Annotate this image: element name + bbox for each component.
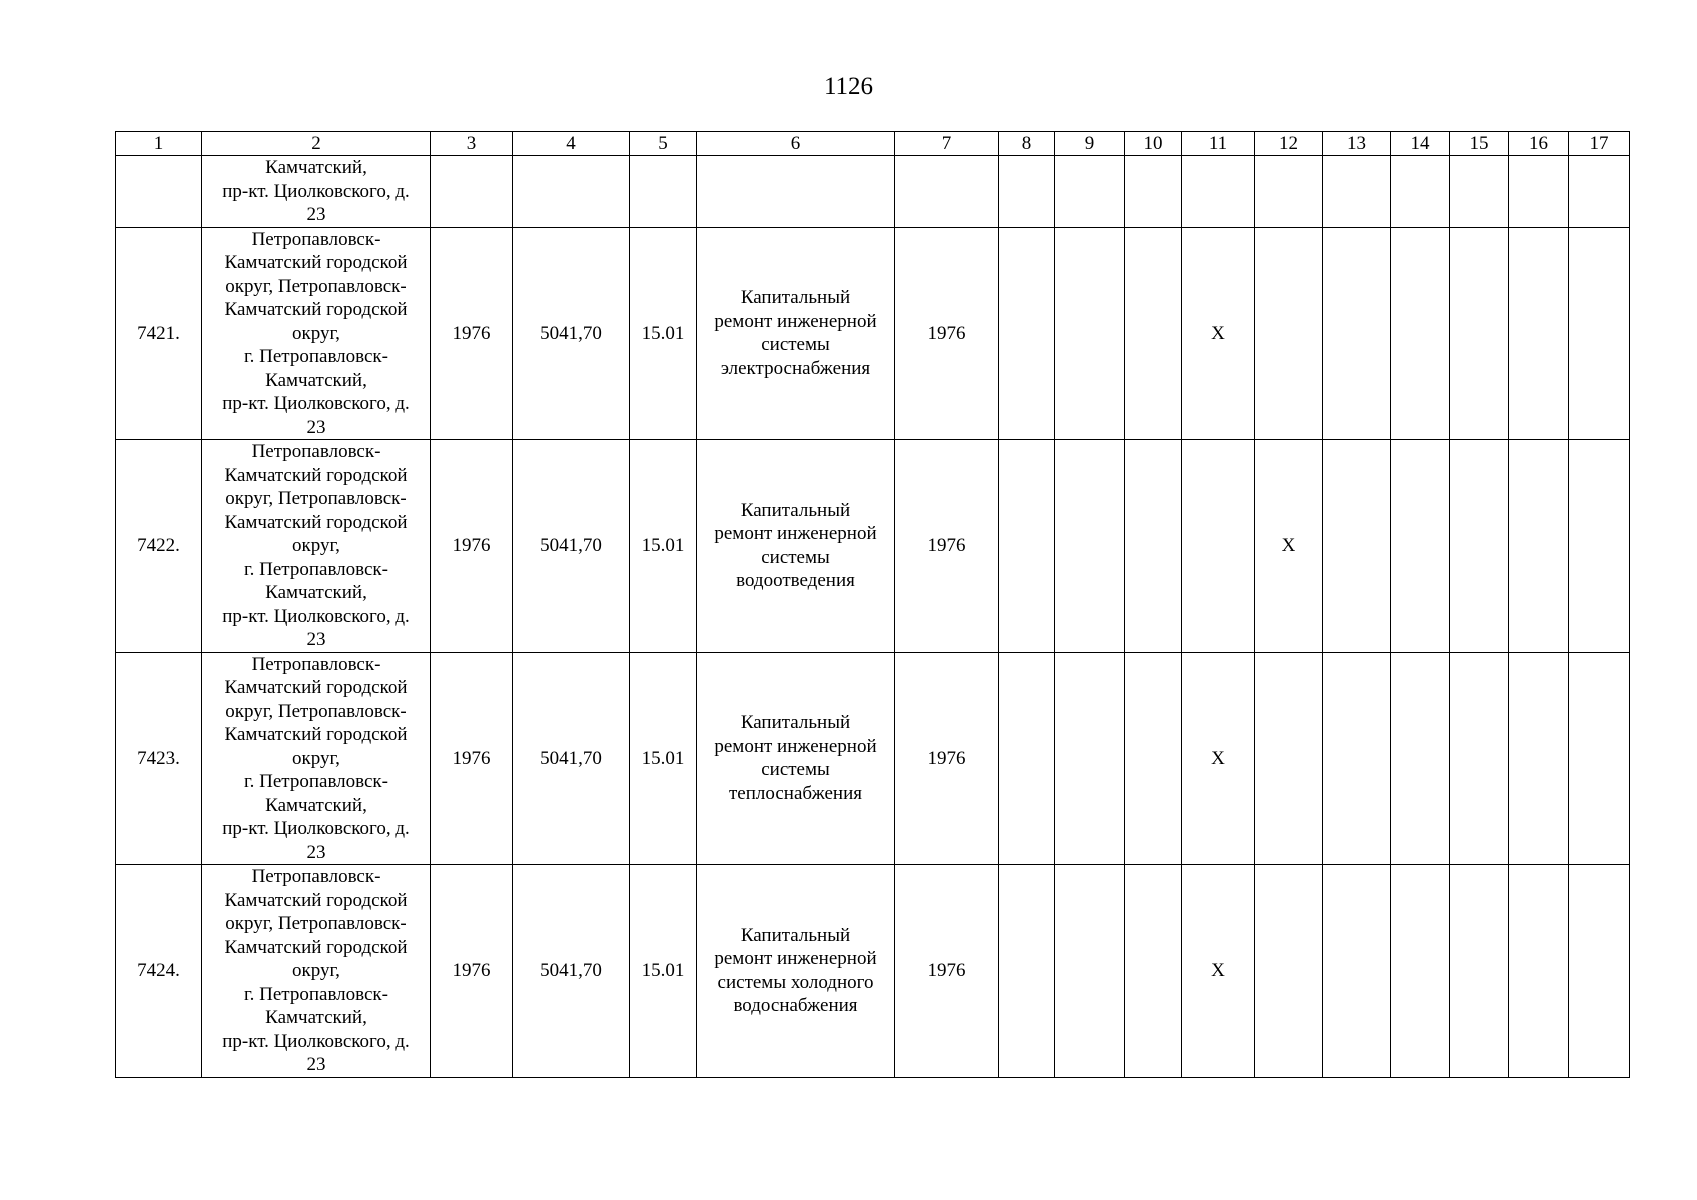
col9-cell xyxy=(1055,227,1125,440)
column-number: 3 xyxy=(431,132,513,156)
work-code-cell: 15.01 xyxy=(630,227,697,440)
repair-year-cell: 1976 xyxy=(895,865,999,1078)
empty-cell xyxy=(1323,156,1391,228)
column-number: 7 xyxy=(895,132,999,156)
col10-cell xyxy=(1125,227,1182,440)
table-row xyxy=(116,652,1630,865)
register-table xyxy=(115,131,1630,1078)
address-cell: Петропавловск- Камчатский городской округ, Петропавловск- Камчатский городской округ, г. Петропавловск- Камчатский, пр-кт. Циолковского, д. 23 xyxy=(202,440,431,653)
col17-cell xyxy=(1569,652,1630,865)
col11-cell xyxy=(1182,440,1255,653)
row-number-cell: 7422. xyxy=(116,440,202,653)
col10-cell xyxy=(1125,865,1182,1078)
empty-cell xyxy=(1450,156,1509,228)
column-number: 14 xyxy=(1391,132,1450,156)
empty-cell xyxy=(1125,156,1182,228)
address-cell: Петропавловск- Камчатский городской округ, Петропавловск- Камчатский городской округ, г. Петропавловск- Камчатский, пр-кт. Циолковского, д. 23 xyxy=(202,865,431,1078)
column-number: 16 xyxy=(1509,132,1569,156)
col16-cell xyxy=(1509,227,1569,440)
col16-cell xyxy=(1509,865,1569,1078)
col13-cell xyxy=(1323,227,1391,440)
col8-cell xyxy=(999,865,1055,1078)
col15-cell xyxy=(1450,865,1509,1078)
build-year-cell: 1976 xyxy=(431,227,513,440)
col8-cell xyxy=(999,227,1055,440)
col17-cell xyxy=(1569,440,1630,653)
page-number: 1126 xyxy=(823,73,874,100)
table-row xyxy=(116,440,1630,653)
empty-cell xyxy=(1509,156,1569,228)
empty-cell xyxy=(1391,156,1450,228)
address-cell: Петропавловск- Камчатский городской округ, Петропавловск- Камчатский городской округ, г. Петропавловск- Камчатский, пр-кт. Циолковского, д. 23 xyxy=(202,652,431,865)
col14-cell xyxy=(1391,865,1450,1078)
column-number: 11 xyxy=(1182,132,1255,156)
work-code-cell: 15.01 xyxy=(630,440,697,653)
col16-cell xyxy=(1509,652,1569,865)
empty-cell xyxy=(1569,156,1630,228)
column-number: 10 xyxy=(1125,132,1182,156)
col9-cell xyxy=(1055,440,1125,653)
row-number-cell xyxy=(116,156,202,228)
col12-cell xyxy=(1255,652,1323,865)
col8-cell xyxy=(999,652,1055,865)
col15-cell xyxy=(1450,227,1509,440)
area-cell: 5041,70 xyxy=(513,865,630,1078)
col17-cell xyxy=(1569,865,1630,1078)
build-year-cell: 1976 xyxy=(431,865,513,1078)
col11-cell: X xyxy=(1182,865,1255,1078)
column-number: 12 xyxy=(1255,132,1323,156)
col11-cell: X xyxy=(1182,652,1255,865)
address-cell: Петропавловск- Камчатский городской округ, Петропавловск- Камчатский городской округ, г. Петропавловск- Камчатский, пр-кт. Циолковского, д. 23 xyxy=(202,227,431,440)
col12-cell xyxy=(1255,227,1323,440)
col10-cell xyxy=(1125,652,1182,865)
table-row xyxy=(116,227,1630,440)
column-number: 17 xyxy=(1569,132,1630,156)
work-type-cell: Капитальный ремонт инженерной системы электроснабжения xyxy=(697,227,895,440)
continued-row xyxy=(116,156,1630,228)
col14-cell xyxy=(1391,227,1450,440)
empty-cell xyxy=(630,156,697,228)
empty-cell xyxy=(513,156,630,228)
column-number: 1 xyxy=(116,132,202,156)
column-number: 2 xyxy=(202,132,431,156)
col15-cell xyxy=(1450,652,1509,865)
empty-cell xyxy=(431,156,513,228)
col16-cell xyxy=(1509,440,1569,653)
repair-year-cell: 1976 xyxy=(895,227,999,440)
column-number: 15 xyxy=(1450,132,1509,156)
column-number: 4 xyxy=(513,132,630,156)
build-year-cell: 1976 xyxy=(431,440,513,653)
work-type-cell: Капитальный ремонт инженерной системы теплоснабжения xyxy=(697,652,895,865)
column-number: 8 xyxy=(999,132,1055,156)
col11-cell: X xyxy=(1182,227,1255,440)
address-text: Камчатский, пр-кт. Циолковского, д. 23 xyxy=(222,157,410,225)
work-code-cell: 15.01 xyxy=(630,652,697,865)
col9-cell xyxy=(1055,865,1125,1078)
col13-cell xyxy=(1323,652,1391,865)
area-cell: 5041,70 xyxy=(513,440,630,653)
column-number-row xyxy=(116,132,1630,156)
empty-cell xyxy=(895,156,999,228)
col17-cell xyxy=(1569,227,1630,440)
col12-cell xyxy=(1255,865,1323,1078)
build-year-cell: 1976 xyxy=(431,652,513,865)
column-number: 5 xyxy=(630,132,697,156)
empty-cell xyxy=(999,156,1055,228)
repair-year-cell: 1976 xyxy=(895,652,999,865)
area-cell: 5041,70 xyxy=(513,227,630,440)
work-type-cell: Капитальный ремонт инженерной системы водоотведения xyxy=(697,440,895,653)
col8-cell xyxy=(999,440,1055,653)
col13-cell xyxy=(1323,865,1391,1078)
col14-cell xyxy=(1391,652,1450,865)
empty-cell xyxy=(1255,156,1323,228)
empty-cell xyxy=(1182,156,1255,228)
repair-year-cell: 1976 xyxy=(895,440,999,653)
work-type-cell: Капитальный ремонт инженерной системы холодного водоснабжения xyxy=(697,865,895,1078)
col12-cell: X xyxy=(1255,440,1323,653)
col15-cell xyxy=(1450,440,1509,653)
col10-cell xyxy=(1125,440,1182,653)
col14-cell xyxy=(1391,440,1450,653)
work-code-cell: 15.01 xyxy=(630,865,697,1078)
column-number: 13 xyxy=(1323,132,1391,156)
column-number: 9 xyxy=(1055,132,1125,156)
column-number: 6 xyxy=(697,132,895,156)
empty-cell xyxy=(697,156,895,228)
table-row xyxy=(116,865,1630,1078)
col13-cell xyxy=(1323,440,1391,653)
empty-cell xyxy=(1055,156,1125,228)
row-number-cell: 7424. xyxy=(116,865,202,1078)
row-number-cell: 7423. xyxy=(116,652,202,865)
col9-cell xyxy=(1055,652,1125,865)
address-cell xyxy=(202,156,431,228)
area-cell: 5041,70 xyxy=(513,652,630,865)
row-number-cell: 7421. xyxy=(116,227,202,440)
